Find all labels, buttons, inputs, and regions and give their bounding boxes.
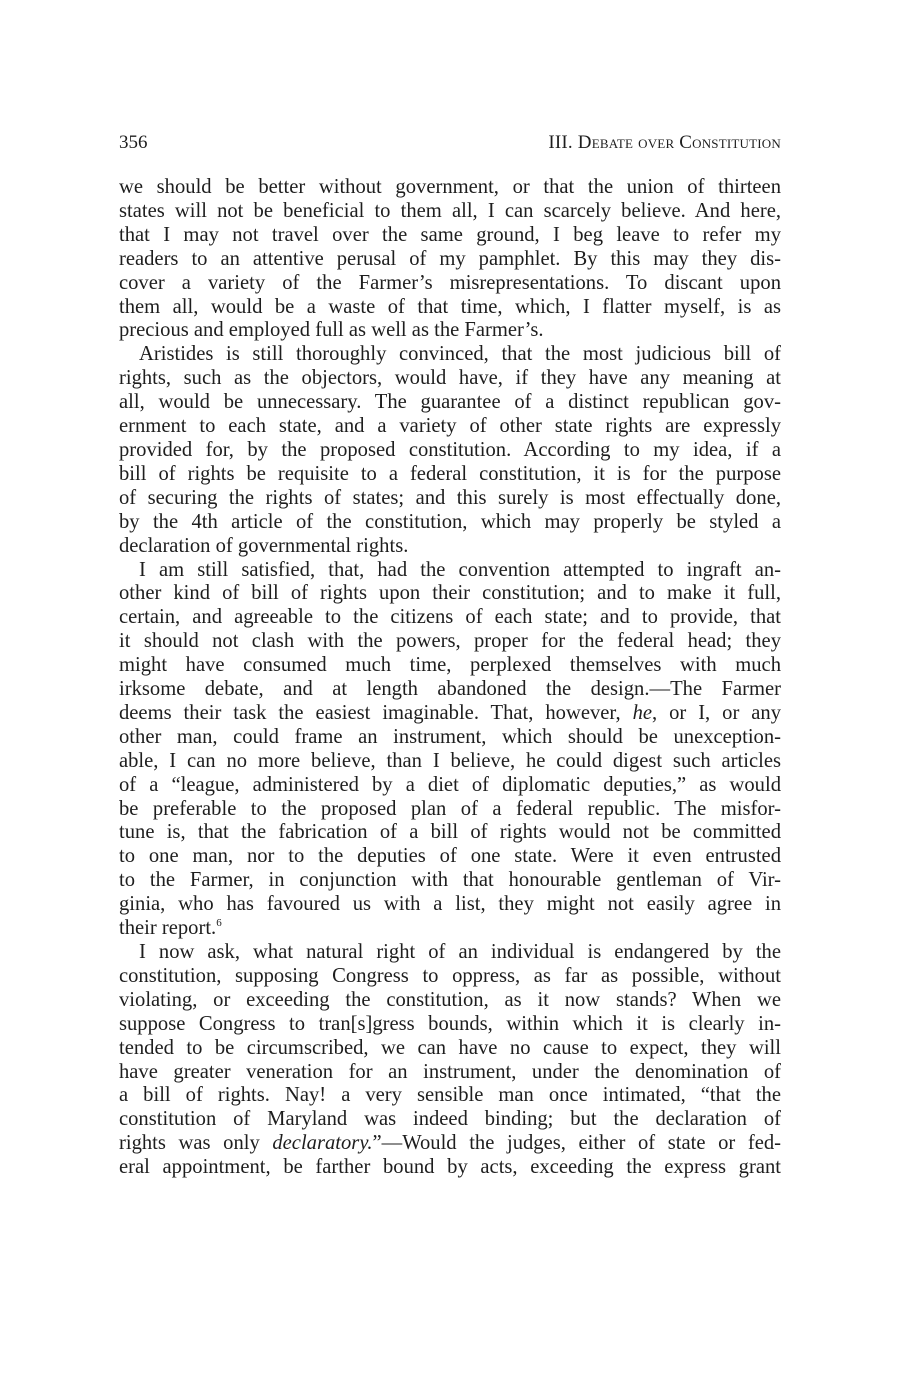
text-line: to one man, nor to the deputies of one state. Were it even entrusted	[119, 845, 781, 868]
text-line: be preferable to the proposed plan of a federal republic. The misfor-	[119, 797, 781, 820]
text-line: I now ask, what natural right of an individual is endangered by the	[139, 941, 781, 963]
text-segment: , or I, or any	[652, 701, 781, 724]
text-line	[119, 1132, 781, 1156]
text-line: tended to be circumscribed, we can have no cause to expect, they will	[119, 1036, 781, 1059]
text-line: ernment to each state, and a variety of other state rights are expressly	[119, 415, 781, 438]
text-line: constitution, supposing Congress to oppress, as far as possible, without	[119, 964, 781, 987]
text-line: cover a variety of the Farmer’s misrepresentations. To discant upon	[119, 271, 781, 294]
text-line: eral appointment, be farther bound by acts, exceeding the express grant	[119, 1156, 781, 1179]
body-text	[119, 176, 781, 1180]
text-segment: their report.	[119, 917, 217, 940]
text-line: might have consumed much time, perplexed themselves with much	[119, 654, 781, 677]
text-line: it should not clash with the powers, proper for the federal head; they	[119, 630, 781, 653]
text-line: other man, could frame an instrument, which should be unexception-	[119, 725, 781, 748]
text-line: of a “league, administered by a diet of diplomatic deputies,” as would	[119, 773, 781, 796]
text-line: readers to an attentive perusal of my pamphlet. By this may they dis-	[119, 247, 781, 270]
emphasis-he: he	[632, 701, 652, 724]
text-line: certain, and agreeable to the citizens of each state; and to provide, that	[119, 606, 781, 629]
text-line: provided for, by the proposed constitution. According to my idea, if a	[119, 438, 781, 461]
text-line: tune is, that the fabrication of a bill of rights would not be committed	[119, 821, 781, 844]
text-line: states will not be beneficial to them all, I can scarcely believe. And here,	[119, 199, 781, 222]
text-line: able, I can no more believe, than I believe, he could digest such articles	[119, 749, 781, 772]
text-segment: rights was only	[119, 1132, 260, 1155]
text-line: suppose Congress to tran[s]gress bounds, within which it is clearly in-	[119, 1012, 781, 1035]
text-line	[119, 702, 781, 726]
text-line: all, would be unnecessary. The guarantee of a distinct republican gov-	[119, 391, 781, 414]
text-line	[119, 917, 781, 941]
text-line: ginia, who has favoured us with a list, they might not easily agree in	[119, 893, 781, 916]
text-line: I am still satisfied, that, had the convention attempted to ingraft an-	[139, 558, 781, 581]
book-page	[119, 128, 781, 1180]
running-header	[119, 128, 781, 158]
text-line: rights, such as the objectors, would have, if they have any meaning at	[119, 367, 781, 390]
text-line: we should be better without government, or that the union of thirteen	[119, 176, 781, 198]
footnote-ref: 6	[216, 917, 222, 930]
text-line: violating, or exceeding the constitution, as it now stands? When we	[119, 988, 781, 1011]
text-line: other kind of bill of rights upon their constitution; and to make it full,	[119, 582, 781, 605]
emphasis-declaratory: declaratory.	[272, 1132, 373, 1155]
text-line: have greater veneration for an instrument, under the denomination of	[119, 1060, 781, 1083]
text-line: to the Farmer, in conjunction with that honourable gentleman of Vir-	[119, 869, 781, 892]
text-line: Aristides is still thoroughly convinced, that the most judicious bill of	[139, 343, 781, 366]
running-title: III. Debate over Constitution	[548, 132, 781, 153]
text-line: a bill of rights. Nay! a very sensible man once intimated, “that the	[119, 1084, 781, 1107]
text-line: precious and employed full as well as the Farmer’s.	[119, 319, 544, 342]
text-line: that I may not travel over the same ground, I beg leave to refer my	[119, 223, 781, 246]
text-line: declaration of governmental rights.	[119, 534, 409, 557]
text-segment: deems their task the easiest imaginable. That, however,	[119, 701, 621, 724]
page-number: 356	[119, 132, 148, 153]
text-segment: ”—Would the judges, either of state or fed-	[372, 1132, 781, 1155]
text-line: constitution of Maryland was indeed binding; but the declaration of	[119, 1108, 781, 1131]
text-line: by the 4th article of the constitution, which may properly be styled a	[119, 510, 781, 533]
text-line: of securing the rights of states; and this surely is most effectually done,	[119, 486, 781, 509]
text-line: bill of rights be requisite to a federal constitution, it is for the purpose	[119, 462, 781, 485]
text-line: them all, would be a waste of that time, which, I flatter myself, is as	[119, 295, 781, 318]
text-line: irksome debate, and at length abandoned the design.—The Farmer	[119, 678, 781, 701]
